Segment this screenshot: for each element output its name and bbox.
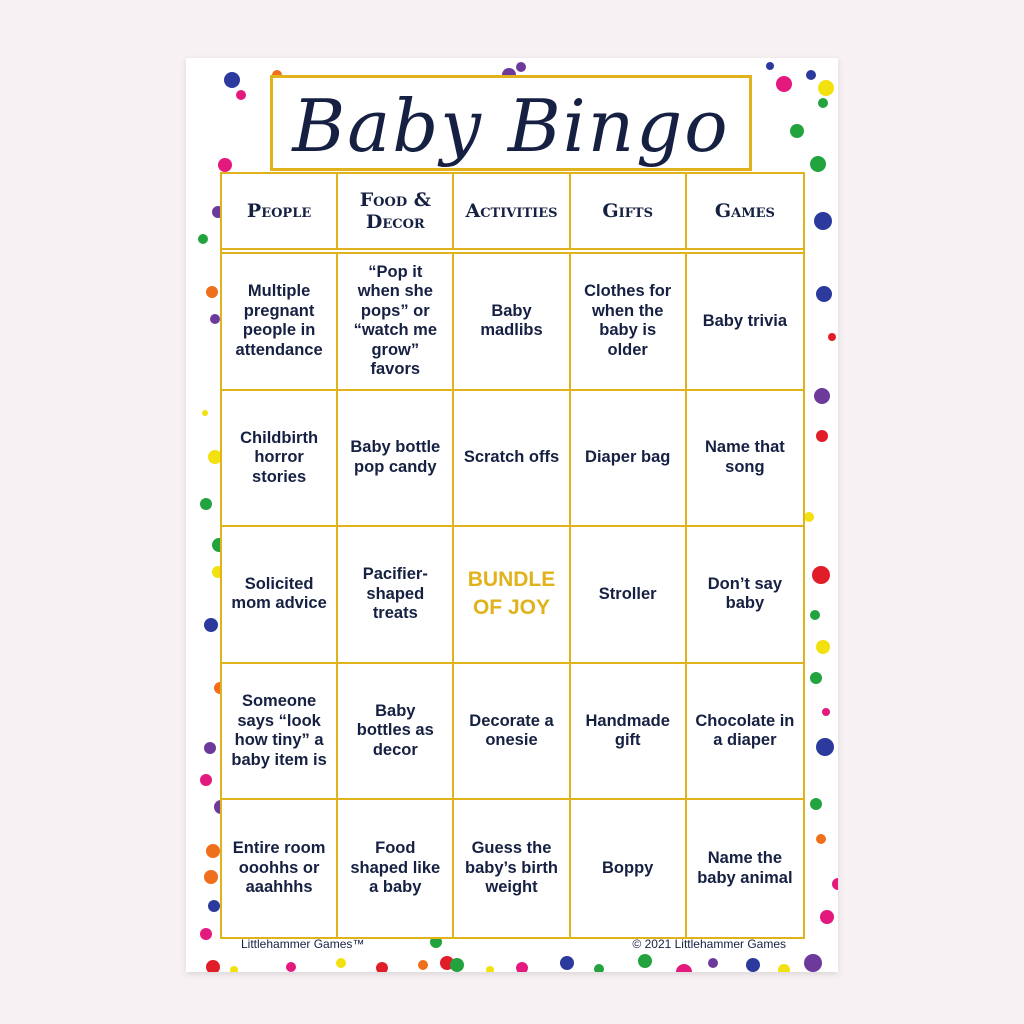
header-food-decor: Food & Decor xyxy=(338,174,454,248)
header-gifts: Gifts xyxy=(571,174,687,248)
confetti-dot xyxy=(198,234,208,244)
confetti-dot xyxy=(804,512,814,522)
confetti-dot xyxy=(816,834,826,844)
bingo-cell: Name the baby animal xyxy=(697,849,793,887)
header-activities: Activities xyxy=(454,174,570,248)
bingo-cell: Scratch offs xyxy=(454,391,570,528)
confetti-dot xyxy=(286,962,296,972)
confetti-dot xyxy=(818,80,834,96)
confetti-dot xyxy=(746,958,760,972)
confetti-dot xyxy=(486,966,494,972)
bingo-cell: Baby trivia xyxy=(687,254,803,391)
confetti-dot xyxy=(806,70,816,80)
confetti-dot xyxy=(516,62,526,72)
bingo-cell: Baby bottle pop candy xyxy=(338,391,454,528)
confetti-dot xyxy=(810,672,822,684)
confetti-dot xyxy=(816,640,830,654)
confetti-dot xyxy=(816,286,832,302)
confetti-dot xyxy=(230,966,238,972)
bingo-cell: Boppy xyxy=(571,800,687,937)
confetti-dot xyxy=(790,124,804,138)
confetti-dot xyxy=(202,410,208,416)
confetti-dot xyxy=(200,774,212,786)
confetti-dot xyxy=(818,98,828,108)
column-headers xyxy=(220,172,805,248)
free-space-cell: BUNDLE OF JOY xyxy=(454,527,570,664)
bingo-cell: Clothes for when the baby is older xyxy=(571,254,687,391)
footer-brand: Littlehammer Games™ xyxy=(241,937,365,951)
bingo-cell: Guess the baby’s birth weight xyxy=(454,800,570,937)
bingo-cell: Childbirth horror stories xyxy=(222,391,338,528)
confetti-dot xyxy=(810,156,826,172)
confetti-dot xyxy=(822,708,830,716)
confetti-dot xyxy=(708,958,718,968)
bingo-cell: Entire room ooohhs or aaahhhs xyxy=(222,800,338,937)
confetti-dot xyxy=(832,878,838,890)
confetti-dot xyxy=(560,956,574,970)
confetti-dot xyxy=(218,158,232,172)
bingo-cell: Name that song xyxy=(687,391,803,528)
confetti-dot xyxy=(336,958,346,968)
confetti-dot xyxy=(812,566,830,584)
confetti-dot xyxy=(828,333,836,341)
confetti-dot xyxy=(814,212,832,230)
bingo-cell: Food shaped like a baby xyxy=(338,800,454,937)
header-people: People xyxy=(222,174,338,248)
confetti-dot xyxy=(208,900,220,912)
confetti-dot xyxy=(376,962,388,972)
confetti-dot xyxy=(810,610,820,620)
page-title: Baby Bingo xyxy=(292,84,730,168)
bingo-cell: Chocolate in a diaper xyxy=(687,664,803,801)
bingo-cell: Decorate a onesie xyxy=(454,664,570,801)
confetti-dot xyxy=(676,964,692,972)
confetti-dot xyxy=(810,798,822,810)
confetti-dot xyxy=(206,286,218,298)
confetti-dot xyxy=(814,388,830,404)
confetti-dot xyxy=(638,954,652,968)
confetti-dot xyxy=(206,960,220,972)
bingo-cell: Multiple pregnant people in attendance xyxy=(222,254,338,391)
bingo-grid xyxy=(220,172,805,939)
bingo-cell: Don’t say baby xyxy=(687,527,803,664)
confetti-dot xyxy=(816,430,828,442)
confetti-dot xyxy=(594,964,604,972)
confetti-dot xyxy=(204,742,216,754)
bingo-cells xyxy=(220,254,805,939)
bingo-cell: Handmade gift xyxy=(571,664,687,801)
bingo-cell: Baby bottles as decor xyxy=(338,664,454,801)
confetti-dot xyxy=(224,72,240,88)
confetti-dot xyxy=(816,738,834,756)
confetti-dot xyxy=(778,964,790,972)
confetti-dot xyxy=(204,618,218,632)
bingo-cell: Stroller xyxy=(571,527,687,664)
bingo-cell: Pacifier-shaped treats xyxy=(338,527,454,664)
bingo-cell: “Pop it when she pops” or “watch me grow” favors xyxy=(338,254,454,391)
confetti-dot xyxy=(206,844,220,858)
bingo-cell: Diaper bag xyxy=(571,391,687,528)
bingo-cell: Baby madlibs xyxy=(454,254,570,391)
confetti-dot xyxy=(200,498,212,510)
footer-copyright: © 2021 Littlehammer Games xyxy=(632,937,786,951)
bingo-cell: Someone says “look how tiny” a baby item is xyxy=(222,664,338,801)
confetti-dot xyxy=(204,870,218,884)
confetti-dot xyxy=(776,76,792,92)
header-games: Games xyxy=(714,200,775,222)
title-banner xyxy=(270,75,752,171)
confetti-dot xyxy=(820,910,834,924)
confetti-dot xyxy=(804,954,822,972)
confetti-dot xyxy=(450,958,464,972)
bingo-card xyxy=(186,58,838,972)
confetti-dot xyxy=(236,90,246,100)
confetti-dot xyxy=(766,62,774,70)
bingo-cell: Solicited mom advice xyxy=(222,527,338,664)
confetti-dot xyxy=(418,960,428,970)
confetti-dot xyxy=(200,928,212,940)
confetti-dot xyxy=(210,314,220,324)
confetti-dot xyxy=(516,962,528,972)
